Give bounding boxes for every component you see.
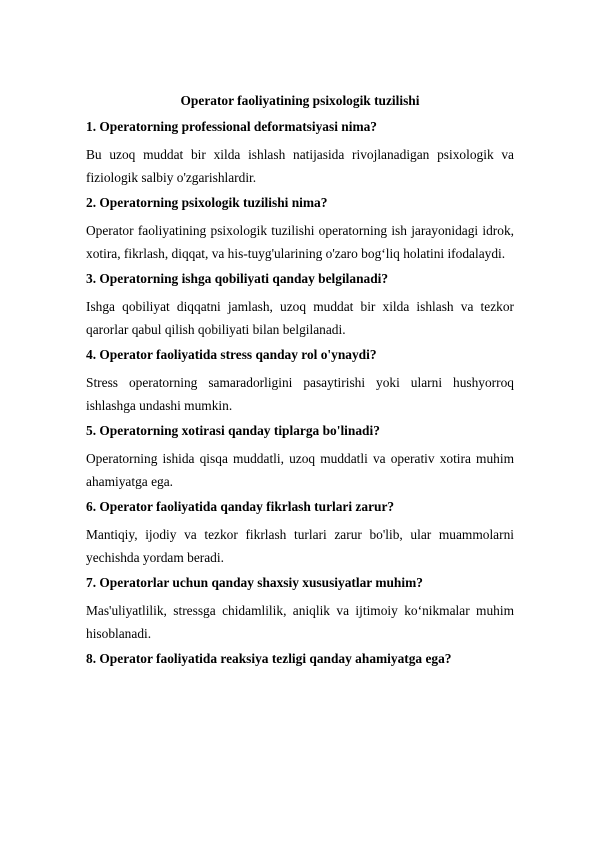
answer-4: Stress operatorning samaradorligini pasaytirishi yoki ularni hushyorroq ishlashga undashi mumkin. bbox=[86, 375, 514, 413]
answer-3: Ishga qobiliyat diqqatni jamlash, uzoq muddat bir xilda ishlash va tezkor qarorlar qabul qilish qobiliyati bilan belgilanadi. bbox=[86, 299, 514, 337]
qa-item-4 bbox=[86, 346, 514, 417]
qa-item-2 bbox=[86, 194, 514, 265]
question-1: 1. Operatorning professional deformatsiyasi nima? bbox=[86, 119, 377, 134]
qa-item-8 bbox=[86, 650, 514, 667]
answer-5: Operatorning ishida qisqa muddatli, uzoq muddatli va operativ xotira muhim ahamiyatga ega. bbox=[86, 451, 514, 489]
qa-item-6 bbox=[86, 498, 514, 569]
question-8: 8. Operator faoliyatida reaksiya tezligi qanday ahamiyatga ega? bbox=[86, 651, 452, 666]
qa-item-7 bbox=[86, 574, 514, 645]
answer-6: Mantiqiy, ijodiy va tezkor fikrlash turlari zarur bo'lib, ular muammolarni yechishda yordam beradi. bbox=[86, 527, 514, 565]
document-title: Operator faoliyatining psixologik tuzilishi bbox=[180, 93, 420, 108]
question-5: 5. Operatorning xotirasi qanday tiplarga bo'linadi? bbox=[86, 423, 380, 438]
qa-item-5 bbox=[86, 422, 514, 493]
qa-item-1 bbox=[86, 118, 514, 189]
answer-1: Bu uzoq muddat bir xilda ishlash natijasida rivojlanadigan psixologik va fiziologik salbiy o'zgarishlardir. bbox=[86, 147, 514, 185]
question-7: 7. Operatorlar uchun qanday shaxsiy xususiyatlar muhim? bbox=[86, 575, 423, 590]
question-2: 2. Operatorning psixologik tuzilishi nima? bbox=[86, 195, 328, 210]
question-3: 3. Operatorning ishga qobiliyati qanday belgilanadi? bbox=[86, 271, 389, 286]
answer-7: Mas'uliyatlilik, stressga chidamlilik, aniqlik va ijtimoiy ko‘nikmalar muhim hisoblanadi. bbox=[86, 603, 514, 641]
answer-2: Operator faoliyatining psixologik tuzilishi operatorning ish jarayonidagi idrok, xotira, fikrlash, diqqat, va his-tuyg'ularining o'zaro bog‘liq holatini ifodalaydi. bbox=[86, 223, 514, 261]
question-4: 4. Operator faoliyatida stress qanday rol o'ynaydi? bbox=[86, 347, 377, 362]
question-6: 6. Operator faoliyatida qanday fikrlash turlari zarur? bbox=[86, 499, 395, 514]
document-page bbox=[86, 92, 514, 676]
qa-item-3 bbox=[86, 270, 514, 341]
